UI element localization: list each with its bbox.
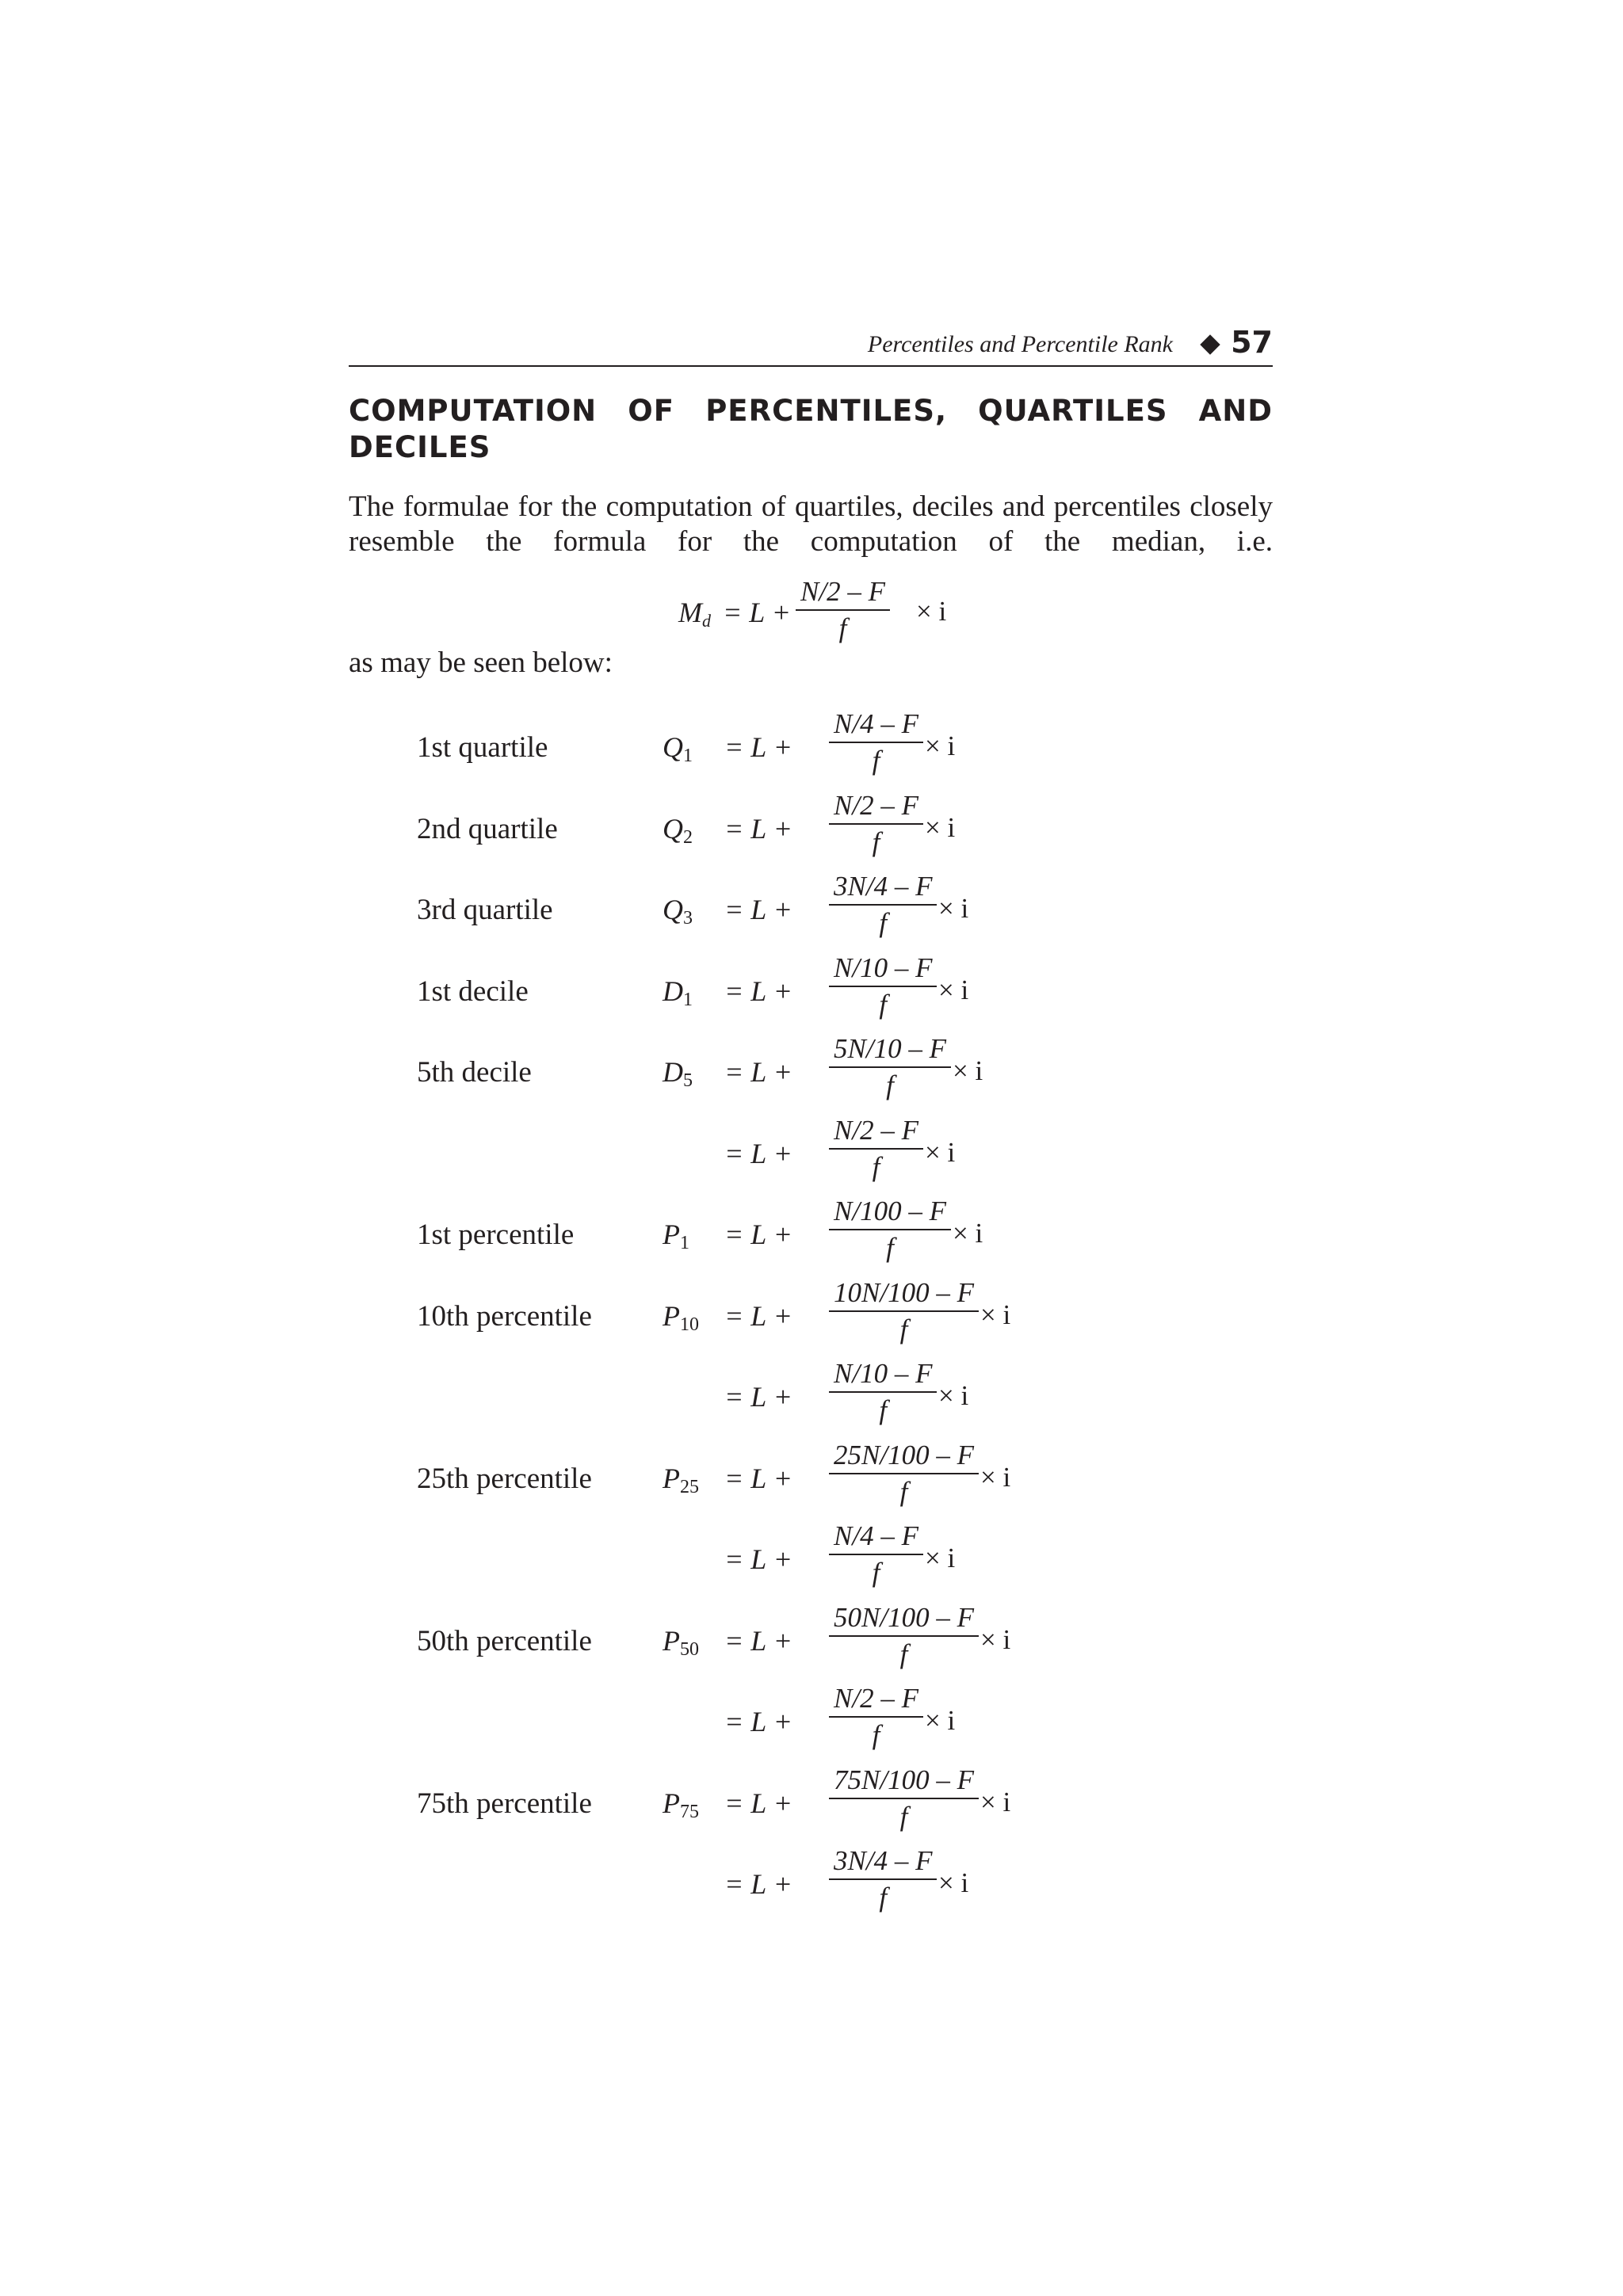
- row-denominator: f: [872, 1557, 880, 1588]
- row-fraction: [829, 869, 937, 940]
- row-suffix: × i: [980, 1787, 1011, 1817]
- row-numerator: N/4 – F: [834, 1520, 918, 1551]
- row-fraction: [829, 1600, 979, 1672]
- row-rhs-prefix: = L +: [724, 1463, 792, 1494]
- row-suffix: × i: [953, 1055, 983, 1086]
- row-numerator: N/4 – F: [834, 708, 918, 739]
- row-numerator: N/100 – F: [834, 1196, 946, 1226]
- row-rhs-prefix: = L +: [724, 813, 792, 845]
- header-rule: [349, 365, 1273, 367]
- row-symbol: $Q_1$: [663, 731, 693, 766]
- row-numerator: 5N/10 – F: [834, 1033, 946, 1064]
- row-suffix: × i: [980, 1624, 1011, 1655]
- row-suffix: × i: [953, 1218, 983, 1249]
- row-numerator: 3N/4 – F: [834, 1845, 933, 1876]
- row-suffix: × i: [938, 1867, 969, 1898]
- row-label: 3rd quartile: [417, 894, 553, 926]
- row-numerator: N/10 – F: [834, 1358, 933, 1389]
- page-number: 57: [1231, 325, 1273, 360]
- row-rhs-prefix: = L +: [724, 975, 792, 1007]
- row-numerator: N/2 – F: [834, 790, 918, 821]
- row-label: 2nd quartile: [417, 813, 558, 845]
- intro-paragraph: The formulae for the computation of quartiles, deciles and percentiles closely resemble the formula for the computation of the median, i.e.: [349, 490, 1273, 558]
- row-suffix: × i: [938, 974, 969, 1005]
- row-label: 50th percentile: [417, 1625, 592, 1657]
- row-denominator: f: [879, 1394, 888, 1425]
- row-symbol: $P_{10}$: [663, 1300, 699, 1335]
- row-denominator: f: [872, 826, 880, 857]
- row-fraction: [829, 1356, 937, 1428]
- lead-text: as may be seen below:: [349, 646, 613, 679]
- section-heading: COMPUTATION OF PERCENTILES, QUARTILES AND DECILES: [349, 394, 1273, 464]
- row-denominator: f: [899, 1314, 908, 1344]
- row-fraction: [829, 1276, 979, 1347]
- row-suffix: × i: [980, 1462, 1011, 1493]
- row-denominator: f: [872, 1151, 880, 1182]
- row-numerator: 10N/100 – F: [834, 1277, 974, 1308]
- median-fraction: [796, 574, 890, 646]
- row-numerator: 3N/4 – F: [834, 871, 933, 902]
- row-label: 1st quartile: [417, 731, 548, 764]
- median-suffix: × i: [916, 596, 947, 627]
- row-fraction: [829, 1113, 923, 1184]
- row-fraction: [829, 1844, 937, 1915]
- row-fraction: [829, 1681, 923, 1753]
- row-symbol: $D_1$: [663, 975, 693, 1010]
- row-label: 1st decile: [417, 975, 529, 1008]
- row-label: 75th percentile: [417, 1787, 592, 1820]
- median-numerator: N/2 – F: [800, 576, 885, 607]
- row-symbol: $Q_2$: [663, 813, 693, 848]
- row-label: 5th decile: [417, 1056, 532, 1089]
- row-suffix: × i: [980, 1299, 1011, 1330]
- row-rhs-prefix: = L +: [724, 1543, 792, 1575]
- row-numerator: N/10 – F: [834, 952, 933, 983]
- row-symbol: $D_5$: [663, 1056, 693, 1091]
- row-numerator: 75N/100 – F: [834, 1764, 974, 1795]
- row-symbol: $P_{25}$: [663, 1463, 699, 1497]
- running-title: Percentiles and Percentile Rank: [867, 331, 1173, 357]
- row-denominator: f: [872, 745, 880, 776]
- row-rhs-prefix: = L +: [724, 1219, 792, 1250]
- row-label: 10th percentile: [417, 1300, 592, 1333]
- row-denominator: f: [879, 907, 888, 938]
- row-numerator: N/2 – F: [834, 1683, 918, 1714]
- row-fraction: [829, 1763, 979, 1834]
- row-denominator: f: [886, 1232, 894, 1263]
- row-symbol: $P_{50}$: [663, 1625, 699, 1660]
- row-rhs-prefix: = L +: [724, 1300, 792, 1332]
- row-rhs-prefix: = L +: [724, 1056, 792, 1088]
- row-denominator: f: [899, 1801, 908, 1832]
- row-rhs-prefix: = L +: [724, 894, 792, 925]
- row-denominator: f: [879, 989, 888, 1020]
- row-numerator: 25N/100 – F: [834, 1440, 974, 1470]
- row-fraction: [829, 1194, 951, 1265]
- row-rhs-prefix: = L +: [724, 1868, 792, 1900]
- diamond-icon: [1200, 334, 1220, 354]
- row-suffix: × i: [925, 730, 956, 761]
- row-fraction: [829, 1032, 951, 1103]
- row-fraction: [829, 951, 937, 1022]
- row-symbol: $Q_3$: [663, 894, 693, 929]
- row-rhs-prefix: = L +: [724, 1381, 792, 1413]
- row-suffix: × i: [925, 1705, 956, 1736]
- row-label: 1st percentile: [417, 1219, 575, 1251]
- row-suffix: × i: [925, 1543, 956, 1573]
- median-denominator: f: [838, 612, 847, 643]
- row-fraction: [829, 1519, 923, 1590]
- row-numerator: 50N/100 – F: [834, 1602, 974, 1633]
- row-suffix: × i: [938, 893, 969, 924]
- row-suffix: × i: [938, 1380, 969, 1411]
- row-denominator: f: [899, 1476, 908, 1507]
- row-fraction: [829, 1438, 979, 1509]
- row-denominator: f: [872, 1719, 880, 1750]
- row-fraction: [829, 788, 923, 860]
- row-suffix: × i: [925, 812, 956, 843]
- row-symbol: $P_{75}$: [663, 1787, 699, 1822]
- row-rhs-prefix: = L +: [724, 1706, 792, 1737]
- row-symbol: $P_1$: [663, 1219, 689, 1253]
- row-rhs-prefix: = L +: [724, 1625, 792, 1657]
- row-denominator: f: [899, 1638, 908, 1669]
- row-rhs-prefix: = L +: [724, 731, 792, 763]
- row-label: 25th percentile: [417, 1463, 592, 1495]
- median-lhs: $M_d$: [678, 597, 711, 631]
- running-header: [349, 323, 1273, 366]
- row-rhs-prefix: = L +: [724, 1138, 792, 1169]
- row-denominator: f: [879, 1882, 888, 1913]
- row-suffix: × i: [925, 1137, 956, 1168]
- median-rhs-prefix: = L +: [723, 597, 791, 628]
- row-rhs-prefix: = L +: [724, 1787, 792, 1819]
- row-fraction: [829, 707, 923, 778]
- row-numerator: N/2 – F: [834, 1115, 918, 1146]
- row-denominator: f: [886, 1070, 894, 1100]
